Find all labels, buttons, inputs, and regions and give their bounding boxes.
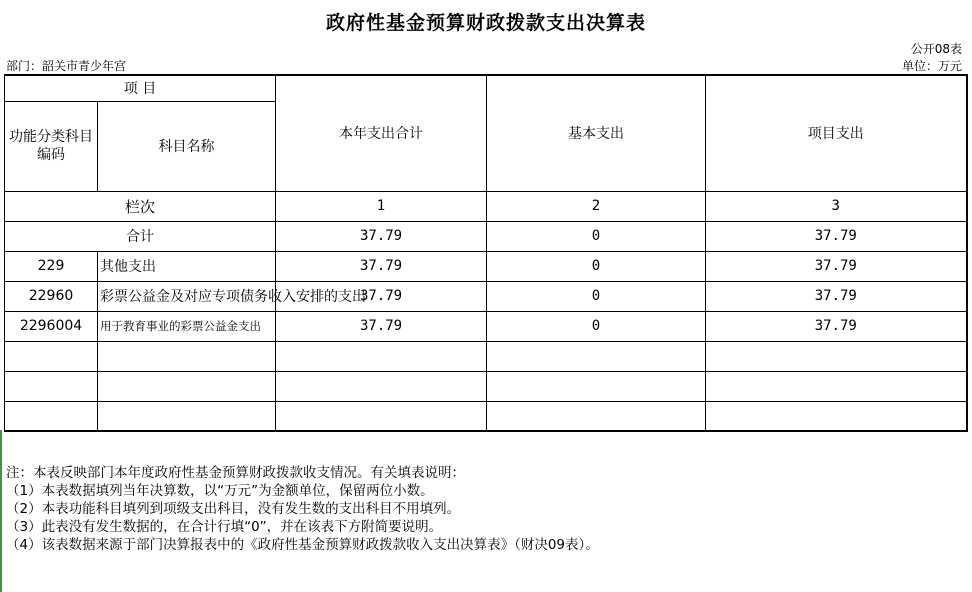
row-project: 37.79 (706, 281, 967, 311)
table-title: 政府性基金预算财政拨款支出决算表 (325, 12, 646, 34)
table-row-empty (5, 371, 967, 401)
note-line: （1）本表数据填列当年决算数，以“万元”为金额单位，保留两位小数。 (6, 483, 434, 499)
header-total: 本年支出合计 (276, 75, 487, 191)
table-row-empty (5, 401, 967, 431)
department-label: 部门：韶关市青少年宫 (6, 59, 127, 73)
row-code: 229 (5, 251, 98, 281)
row-basic: 0 (487, 281, 706, 311)
header-project: 项目支出 (706, 75, 967, 191)
table-row-empty (5, 341, 967, 371)
row-project: 37.79 (706, 251, 967, 281)
form-number: 公开08表 (910, 42, 962, 56)
row-code: 22960 (5, 281, 98, 311)
table-row-total (5, 221, 967, 251)
note-line: 注：本表反映部门本年度政府性基金预算财政拨款收支情况。有关填表说明： (6, 465, 465, 481)
row-name: 其他支出 (98, 251, 276, 281)
expenditure-table (4, 74, 968, 432)
note-line: （4）该表数据来源于部门决算报表中的《政府性基金预算财政拨款收入支出决算表》（财决09表）。 (6, 537, 599, 553)
row-name: 彩票公益金及对应专项债务收入安排的支出 (98, 281, 276, 311)
table-row (5, 251, 967, 281)
table-row (5, 281, 967, 311)
table-row (5, 311, 967, 341)
row-project: 37.79 (706, 221, 967, 251)
row-name: 用于教育事业的彩票公益金支出 (98, 311, 276, 341)
index-3: 3 (706, 191, 967, 221)
header-basic: 基本支出 (487, 75, 706, 191)
unit-label: 单位：万元 (901, 59, 962, 73)
row-total: 37.79 (276, 281, 487, 311)
header-func-code: 功能分类科目编码 (5, 101, 98, 191)
header-item: 项 目 (5, 75, 276, 101)
row-basic: 0 (487, 311, 706, 341)
row-name: 合计 (5, 221, 276, 251)
row-basic: 0 (487, 221, 706, 251)
notes-block (6, 464, 599, 554)
row-total: 37.79 (276, 251, 487, 281)
row-code: 2296004 (5, 311, 98, 341)
note-line: （3）此表没有发生数据的，在合计行填“0”，并在该表下方附简要说明。 (6, 519, 443, 535)
row-project: 37.79 (706, 311, 967, 341)
row-basic: 0 (487, 251, 706, 281)
note-line: （2）本表功能科目填列到项级支出科目，没有发生数的支出科目不用填列。 (6, 501, 461, 517)
index-label: 栏次 (5, 191, 276, 221)
header-subject-name: 科目名称 (98, 101, 276, 191)
cell-selection-border (0, 430, 2, 592)
row-total: 37.79 (276, 221, 487, 251)
index-2: 2 (487, 191, 706, 221)
row-total: 37.79 (276, 311, 487, 341)
index-1: 1 (276, 191, 487, 221)
